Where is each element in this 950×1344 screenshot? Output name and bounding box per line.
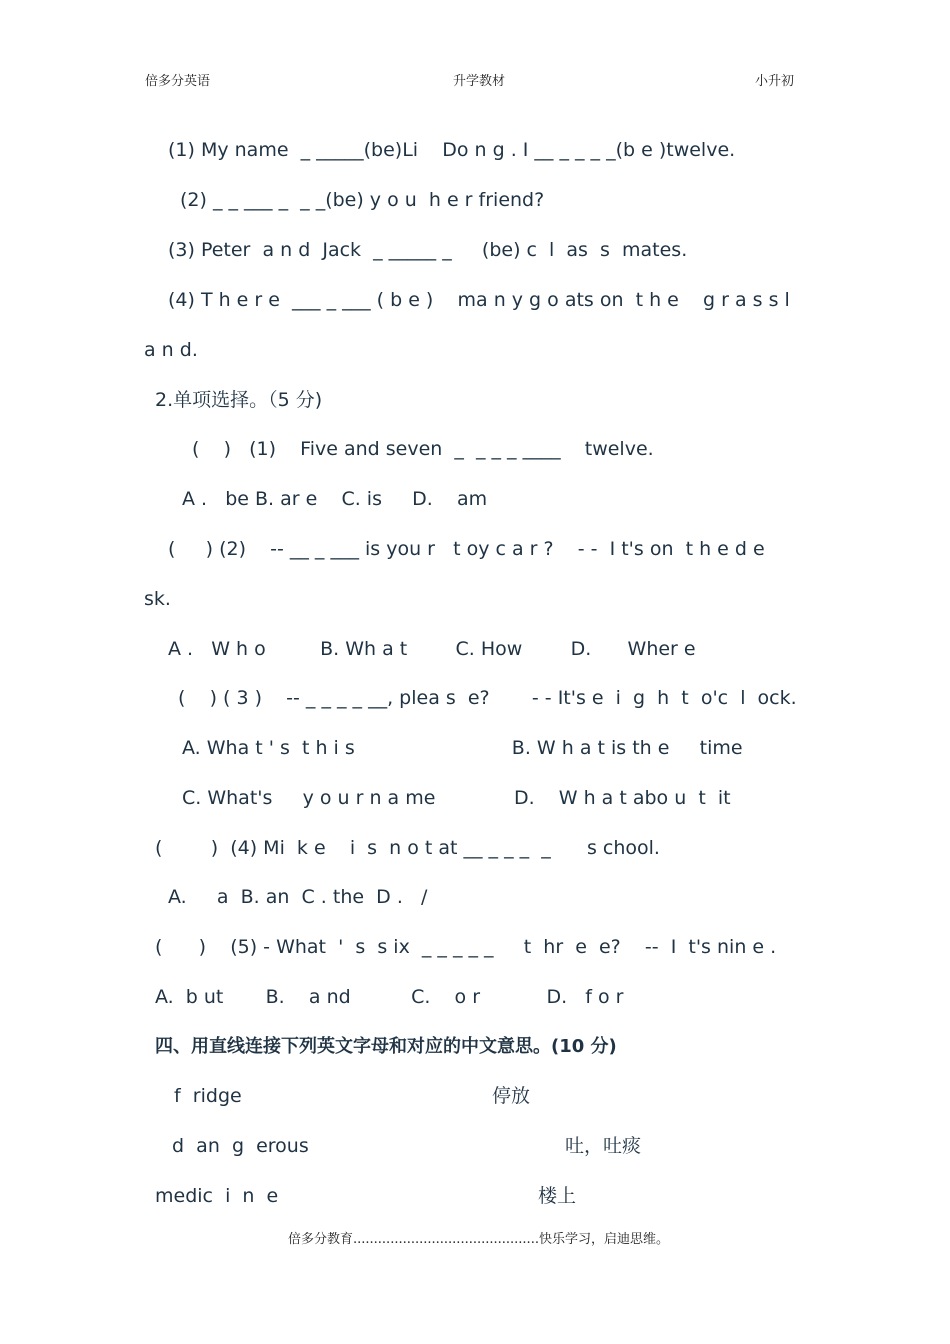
fill-in-item-1: (1) My name _ _____(be)Li Do n g . I __ _ _ _ _(b e )twelve. bbox=[168, 139, 736, 161]
choice-options-2: A . W h o B. Wh a t C. How D. Wher e bbox=[168, 638, 696, 660]
choice-section-title: 2.单项选择。（5 分) bbox=[155, 389, 323, 411]
matching-english-1: f ridge bbox=[168, 1085, 242, 1107]
matching-chinese-3: 楼上 bbox=[538, 1185, 577, 1207]
fill-in-item-4: (4) T h e r e ___ _ ___ ( b e ) ma n y g o ats on t h e g r a s s l bbox=[168, 289, 790, 311]
matching-chinese-2: 吐，吐痰 bbox=[565, 1135, 642, 1157]
choice-options-1: A . be B. ar e C. is D. am bbox=[182, 488, 488, 510]
fill-in-item-3: (3) Peter a n d Jack _ _____ _ (be) c l as s mates. bbox=[168, 239, 688, 261]
choice-options-5: A. b ut B. a nd C. o r D. f o r bbox=[155, 986, 624, 1008]
matching-chinese-1: 停放 bbox=[492, 1085, 531, 1107]
header-left: 倍多分英语 bbox=[145, 74, 211, 89]
choice-question-2-cont: sk. bbox=[144, 588, 171, 610]
header-right: 小升初 bbox=[755, 74, 795, 89]
choice-question-2: ( ) (2) -- __ _ ___ is you r t oy c a r ? - - I t's on t h e d e bbox=[168, 538, 765, 560]
page-footer: 倍多分教育.............................................快乐学习，启迪思维。 bbox=[288, 1232, 669, 1247]
header-center: 升学教材 bbox=[453, 74, 506, 89]
choice-options-3-cd: C. What's y o u r n a me D. W h a t abo u t it bbox=[182, 787, 731, 809]
matching-english-3: medic i n e bbox=[155, 1185, 279, 1207]
fill-in-item-2: (2) _ _ ___ _ _ _(be) y o u h e r friend? bbox=[180, 189, 545, 211]
choice-question-5: ( ) (5) - What ' s s ix _ _ _ _ _ t hr e e? -- I t's nin e . bbox=[155, 936, 777, 958]
choice-options-3-ab: A. Wha t ' s t h i s B. W h a t is th e time bbox=[182, 737, 743, 759]
choice-options-4: A. a B. an C . the D . / bbox=[168, 886, 428, 908]
choice-question-3: ( ) ( 3 ) -- _ _ _ _ __, plea s e? - - It's e i g h t o'c l ock. bbox=[178, 687, 797, 709]
page-header bbox=[0, 70, 950, 90]
choice-question-1: ( ) (1) Five and seven _ _ _ _ ____ twelve. bbox=[192, 438, 654, 460]
choice-question-4: ( ) (4) Mi k e i s n o t at __ _ _ _ _ s chool. bbox=[155, 837, 660, 859]
matching-english-2: d an g erous bbox=[166, 1135, 309, 1157]
matching-section-title: 四、用直线连接下列英文字母和对应的中文意思。(10 分) bbox=[155, 1036, 617, 1057]
fill-in-item-4-cont: a n d. bbox=[144, 339, 198, 361]
